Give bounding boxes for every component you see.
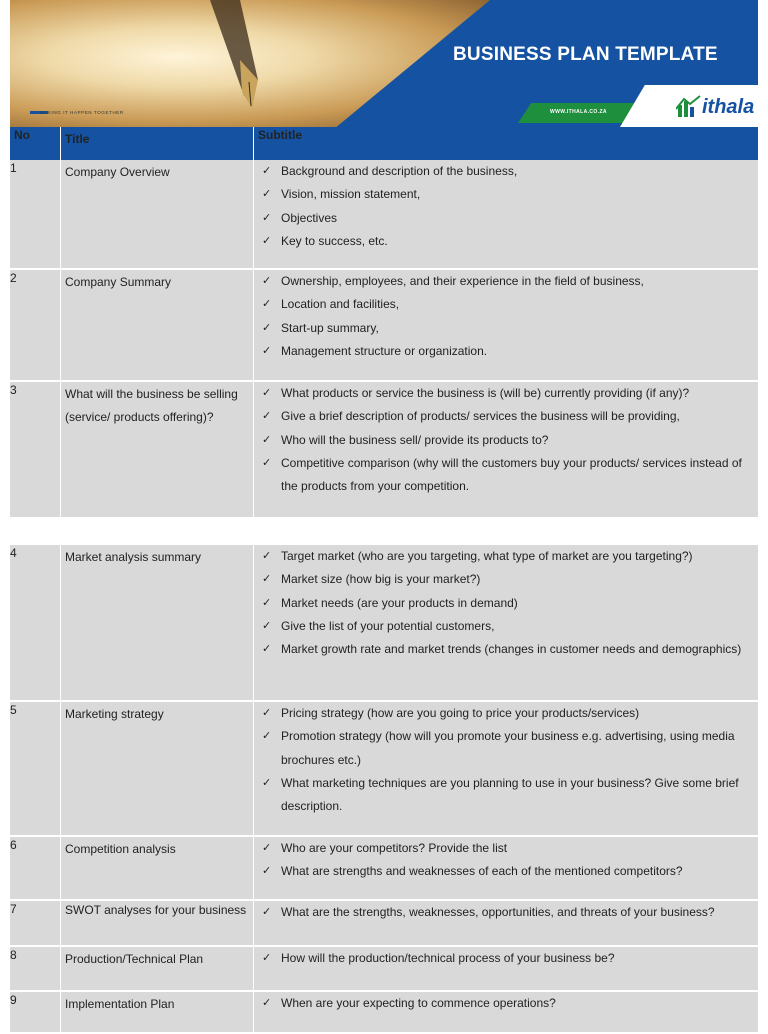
checkmark-icon: ✓	[262, 344, 272, 357]
checkmark-icon: ✓	[262, 906, 272, 918]
table-row	[10, 270, 758, 382]
checkmark-icon: ✓	[262, 596, 272, 609]
checkmark-icon: ✓	[262, 997, 272, 1009]
row-subtitle	[254, 901, 758, 945]
row-title: Company Summary	[61, 270, 254, 380]
checkmark-icon: ✓	[262, 865, 272, 878]
business-plan-table-continued	[10, 545, 758, 1034]
list-item: ✓ What are strengths and weaknesses of each of the mentioned competitors?	[262, 860, 758, 883]
list-item: ✓ Management structure or organization.	[262, 340, 758, 363]
checkmark-icon: ✓	[262, 643, 272, 656]
row-number: 9	[10, 992, 61, 1032]
table-row	[10, 837, 758, 901]
row-number: 1	[10, 160, 61, 268]
logo-text: ithala	[702, 96, 755, 118]
row-number: 2	[10, 270, 61, 380]
header-banner	[10, 0, 758, 127]
list-item: ✓ What marketing techniques are you planning to use in your business? Give some brief description.	[262, 772, 758, 819]
checkmark-icon: ✓	[262, 234, 272, 247]
list-item: ✓ Objectives	[262, 207, 758, 230]
checkmark-icon: ✓	[262, 573, 272, 586]
row-subtitle	[254, 270, 758, 380]
checkmark-icon: ✓	[262, 842, 272, 854]
row-subtitle	[254, 837, 758, 899]
row-number: 6	[10, 837, 61, 899]
checkmark-icon: ✓	[262, 433, 272, 446]
checkmark-icon: ✓	[262, 619, 272, 632]
row-subtitle	[254, 992, 758, 1032]
table-row	[10, 160, 758, 270]
list-item: ✓ Competitive comparison (why will the customers buy your products/ services instead of the products from your competition.	[262, 452, 758, 499]
row-title: Company Overview	[61, 160, 254, 268]
row-title: Marketing strategy	[61, 702, 254, 835]
list-item: ✓ How will the production/technical process of your business be?	[262, 947, 758, 970]
checkmark-icon: ✓	[262, 211, 272, 224]
list-item: ✓ What are the strengths, weaknesses, opportunities, and threats of your business?	[262, 901, 758, 924]
list-item: ✓ Location and facilities,	[262, 293, 758, 316]
column-header-subtitle: Subtitle	[258, 128, 302, 142]
row-title: Implementation Plan	[61, 992, 254, 1032]
table-row	[10, 702, 758, 837]
row-number: 3	[10, 382, 61, 517]
table-row	[10, 992, 758, 1034]
list-item: ✓ When are your expecting to commence operations?	[262, 992, 758, 1015]
column-header-no: No	[10, 127, 61, 160]
table-row	[10, 947, 758, 992]
ithala-logo-icon	[676, 95, 702, 119]
table-row	[10, 382, 758, 519]
tagline: MAKING IT HAPPEN TOGETHER	[40, 110, 124, 115]
list-item: ✓ Who are your competitors? Provide the list	[262, 837, 758, 860]
checkmark-icon: ✓	[262, 550, 272, 562]
table-row	[10, 901, 758, 947]
row-number: 4	[10, 545, 61, 700]
business-plan-table	[10, 127, 758, 519]
list-item: ✓ Vision, mission statement,	[262, 183, 758, 206]
checkmark-icon: ✓	[262, 730, 272, 743]
checkmark-icon: ✓	[262, 298, 272, 311]
list-item: ✓ Ownership, employees, and their experience in the field of business,	[262, 270, 758, 293]
fountain-pen-icon	[200, 0, 270, 110]
row-subtitle	[254, 947, 758, 990]
checkmark-icon: ✓	[262, 188, 272, 201]
list-item: ✓ Who will the business sell/ provide its products to?	[262, 429, 758, 452]
checkmark-icon: ✓	[262, 776, 272, 789]
checkmark-icon: ✓	[262, 456, 272, 469]
list-item: ✓ Background and description of the business,	[262, 160, 758, 183]
row-title: Market analysis summary	[61, 545, 254, 700]
list-item: ✓ Give a brief description of products/ services the business will be providing,	[262, 405, 758, 428]
table-row	[10, 545, 758, 702]
row-number: 8	[10, 947, 61, 990]
list-item: ✓ Market needs (are your products in demand)	[262, 592, 758, 615]
row-subtitle	[254, 545, 758, 700]
row-subtitle	[254, 702, 758, 835]
list-item: ✓ Give the list of your potential customers,	[262, 615, 758, 638]
checkmark-icon: ✓	[262, 275, 272, 287]
row-number: 5	[10, 702, 61, 835]
list-item: ✓ Start-up summary,	[262, 317, 758, 340]
list-item: ✓ Market size (how big is your market?)	[262, 568, 758, 591]
row-number: 7	[10, 901, 61, 945]
website-link[interactable]: WWW.ITHALA.CO.ZA	[550, 109, 607, 115]
list-item: ✓ Pricing strategy (how are you going to price your products/services)	[262, 702, 758, 725]
list-item: ✓ Target market (who are you targeting, what type of market are you targeting?)	[262, 545, 758, 568]
checkmark-icon: ✓	[262, 321, 272, 334]
list-item: ✓ Key to success, etc.	[262, 230, 758, 253]
checkmark-icon: ✓	[262, 165, 272, 177]
row-title: SWOT analyses for your business	[61, 901, 254, 945]
checkmark-icon: ✓	[262, 387, 272, 399]
table-header	[10, 127, 758, 160]
row-title: Competition analysis	[61, 837, 254, 899]
row-title: Production/Technical Plan	[61, 947, 254, 990]
list-item: ✓ Market growth rate and market trends (changes in customer needs and demographics)	[262, 638, 758, 661]
page-title: BUSINESS PLAN TEMPLATE	[453, 44, 718, 65]
row-title: What will the business be selling (service/ products offering)?	[61, 382, 254, 517]
list-item: ✓ What products or service the business is (will be) currently providing (if any)?	[262, 382, 758, 405]
checkmark-icon: ✓	[262, 410, 272, 423]
list-item: ✓ Promotion strategy (how will you promote your business e.g. advertising, using media brochures etc.)	[262, 725, 758, 772]
column-header-title: Title	[61, 127, 254, 160]
row-subtitle	[254, 160, 758, 268]
row-subtitle	[254, 382, 758, 517]
checkmark-icon: ✓	[262, 707, 272, 719]
checkmark-icon: ✓	[262, 952, 272, 964]
